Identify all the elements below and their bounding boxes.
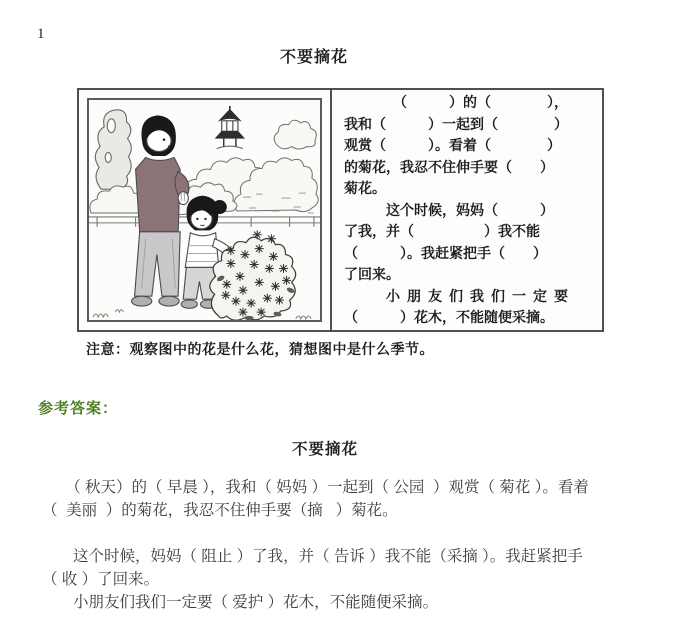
blank-line: 了我，并（ ）我不能: [344, 225, 540, 240]
park-illustration-svg: [89, 100, 320, 320]
blank-line: 小 朋 友 们 我 们 一 定 要: [344, 289, 568, 305]
blank-line: 的菊花，我忍不住伸手要（ ）: [344, 160, 554, 176]
page-number: 1: [37, 26, 45, 42]
answer-title: 不要摘花: [291, 441, 358, 458]
answer-line: 小朋友们我们一定要（ 爱护 ）花木，不能随便采摘。: [42, 594, 439, 611]
answer-body: [42, 476, 647, 614]
answer-line: 这个时候，妈妈（ 阻止 ）了我，并（ 告诉 ）我不能（采摘 ）。我赶紧把手: [42, 548, 583, 565]
picture-cell: [79, 90, 332, 330]
answer-line: （ 美丽 ）的菊花，我忍不住伸手要（摘 ）菊花。: [42, 502, 398, 519]
answer-heading: 参考答案：: [38, 400, 119, 417]
park-illustration: [87, 98, 322, 322]
blank-line: 这个时候，妈妈（ ）: [344, 203, 554, 219]
blank-line: （ ）花木，不能随便采摘。: [344, 311, 554, 326]
worksheet-title: 不要摘花: [279, 49, 348, 66]
fill-blank-text: [332, 90, 602, 330]
blank-line: 了回来。: [344, 268, 400, 283]
blank-line: 观赏（ ）。看着（ ）: [344, 139, 561, 154]
blank-line: （ ）。我赶紧把手（ ）: [344, 246, 547, 262]
note-text: 注意：观察图中的花是什么花，猜想图中是什么季节。: [86, 343, 434, 358]
blank-line: 我和（ ）一起到（ ）: [344, 117, 568, 133]
answer-line: （ 秋天）的（ 早晨 ），我和（ 妈妈 ）一起到（ 公园 ）观赏（ 菊花 ）。看着: [42, 479, 589, 496]
blank-line: （ ）的（ ），: [344, 96, 568, 111]
answer-line: （ 收 ）了回来。: [42, 571, 160, 588]
blank-line: 菊花。: [344, 182, 386, 197]
worksheet-box: [77, 88, 604, 332]
